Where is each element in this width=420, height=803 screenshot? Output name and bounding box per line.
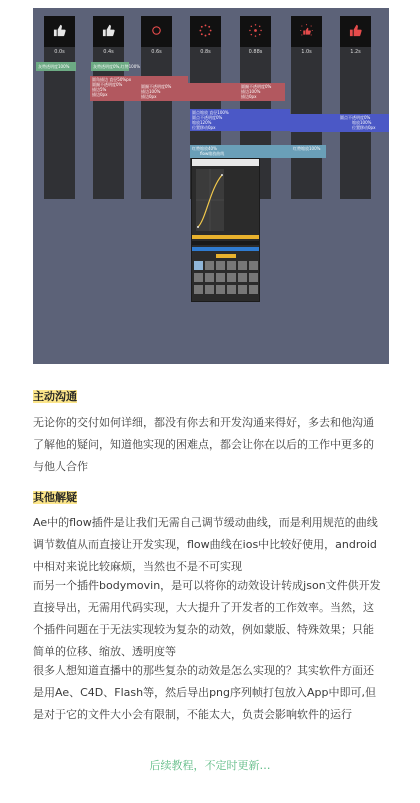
frame-column [93,16,124,199]
preset-cell[interactable] [249,261,258,270]
curve-handle-strip [192,235,259,239]
preset-cell[interactable] [249,273,258,282]
frame-column [44,16,75,199]
preset-cell[interactable] [227,261,236,270]
thumbs-up-icon [53,24,66,37]
easing-curve-graph [196,169,224,231]
frame-column [340,16,371,199]
preset-cell[interactable] [216,273,225,282]
animation-timeline-image [33,8,389,364]
preset-cell[interactable] [194,273,203,282]
section-heading: 主动沟通 [33,390,77,403]
value-strip [192,241,259,245]
thumbs-up-icon [102,24,115,37]
timing-bar: 圆圈不透明度0% 描边100% 描边0px [139,83,239,101]
section-paragraph: 很多人想知道直播中的那些复杂的动效是怎么实现的？其实软件方面还 是用Ae、C4D、Flash等，然后导出png序列帧打包放入App中即可,但 是对于它的文件大小会有限制，不能太大，负责会影响软件的运行 [33,664,376,721]
frame-time-label: 1.2s [350,49,361,55]
preset-cell[interactable] [238,273,247,282]
section-paragraph: 无论你的交付如何详细，都没有你去和开发沟通来得好，多去和他沟通 了解他的疑问，知道他实现的困难点，都会让你在以后的工作中更多的 与他人合作 [33,416,374,473]
preset-cell[interactable] [205,273,214,282]
preset-cell[interactable] [216,285,225,294]
apply-button[interactable] [192,247,259,251]
timing-bar: 灰赞透明度100% [36,62,76,71]
ring-icon [150,24,163,37]
preset-cell[interactable] [238,261,247,270]
preset-cell[interactable] [216,261,225,270]
frame-column [291,16,322,199]
timing-bar: 圆角描边 直径50%px 圆圈不透明度0% 描边5% 描边0px [90,76,188,101]
easing-curve-icon [196,169,224,231]
frame-time-label: 0.0s [54,49,65,55]
burst-icon [199,24,212,37]
timing-bar: 圆圈不透明度0% 描边100% 描边0px [239,83,285,101]
frame-time-label: 1.0s [301,49,312,55]
section-heading: 其他解疑 [33,491,77,504]
section-paragraph: Ae中的flow插件是让我们无需自己调节缓动曲线，而是利用规范的曲线 调节数值从而直接让开发实现，flow曲线在ios中比较好使用，android 中相对来说比较麻烦，当然也不是不可实现 [33,516,378,573]
footer-note: 后续教程，不定时更新… [149,759,271,772]
timing-bar: 圆点缩放 直径100% 圆点不透明度0% 缩放120% 位置移动0px [190,109,290,131]
burst-icon [249,24,262,37]
preset-cell[interactable] [238,285,247,294]
timing-bar: 红赞缩放40% flow缩放曲线 [190,145,325,158]
preset-cell[interactable] [227,273,236,282]
frame-column [141,16,172,199]
preset-tab[interactable] [216,254,236,258]
preset-cell[interactable] [194,261,203,270]
preset-cell[interactable] [205,261,214,270]
frame-time-label: 0.6s [151,49,162,55]
frame-time-label: 0.88s [248,49,263,55]
timing-bar: 红赞缩放100% [291,145,326,158]
preset-cell[interactable] [249,285,258,294]
thumbs-up-icon [349,24,362,37]
timing-bar: 圆点不透明度0% 缩放100% 位置移动0px [290,114,389,132]
frame-time-label: 0.8s [200,49,211,55]
preset-cell[interactable] [205,285,214,294]
panel-header [192,159,259,166]
preset-cell[interactable] [227,285,236,294]
flow-plugin-panel [191,158,260,302]
timing-bar: 灰赞透明度0%,红赞100% [93,64,141,69]
preset-grid [194,261,258,297]
preset-cell[interactable] [194,285,203,294]
burst-thumbs-up-icon [300,24,313,37]
frame-time-label: 0.4s [103,49,114,55]
section-paragraph: 而另一个插件bodymovin，是可以将你的动效设计转成json文件供开发 直接导出，无需用代码实现，大大提升了开发者的工作效率。当然，这 个插件问题在于无法实现较为复杂的动效，例如蒙版、特殊效果；只能 简单的位移、缩放、透明度等 [33,579,381,658]
